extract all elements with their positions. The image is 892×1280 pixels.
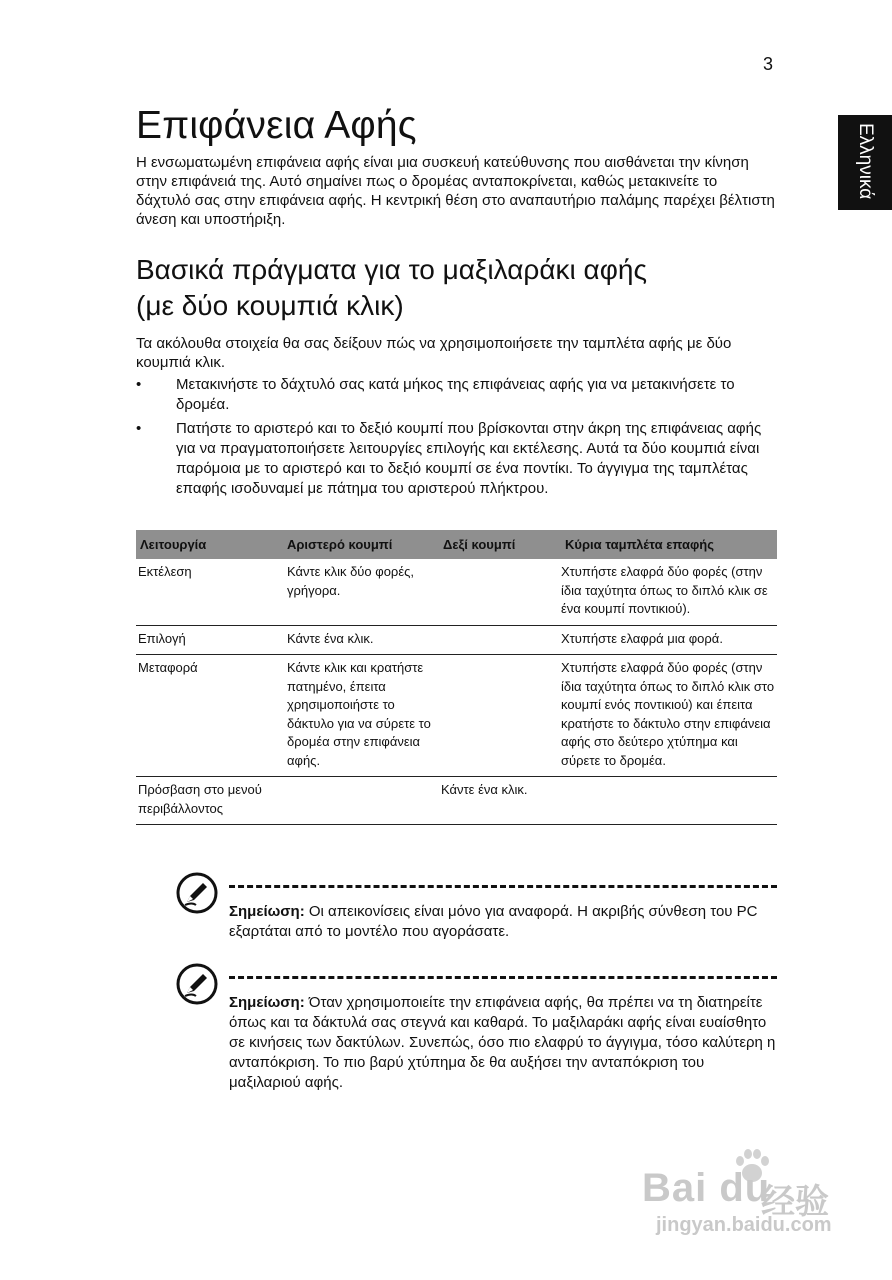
baidu-watermark — [636, 1146, 846, 1246]
list-item — [136, 419, 776, 499]
watermark-brand: Bai du — [642, 1166, 771, 1210]
table-cell: Χτυπήστε ελαφρά δύο φορές (στην ίδια ταχύτητα όπως το διπλό κλικ σε ένα κουμπί ποντικιού). — [557, 559, 777, 625]
table-row — [136, 625, 777, 655]
list-item — [136, 375, 776, 415]
header-left-button: Αριστερό κουμπί — [283, 530, 439, 559]
table-cell — [439, 559, 557, 625]
table-cell: Πρόσβαση στο μενού περιβάλλοντος — [136, 777, 283, 825]
section-title — [136, 252, 647, 324]
table-cell: Χτυπήστε ελαφρά μια φορά. — [557, 625, 777, 655]
table-cell: Κάντε ένα κλικ. — [439, 777, 557, 825]
table-cell: Εκτέλεση — [136, 559, 283, 625]
note-label: Σημείωση: — [229, 903, 305, 920]
table-row — [136, 655, 777, 777]
table-cell: Επιλογή — [136, 625, 283, 655]
table-cell: Κάντε κλικ δύο φορές, γρήγορα. — [283, 559, 439, 625]
table-cell: Κάντε κλικ και κρατήστε πατημένο, έπειτα χρησιμοποιήστε το δάκτυλο για να σύρετε το δρομέα στην επιφάνεια αφής. — [283, 655, 439, 777]
table-row — [136, 777, 777, 825]
table-header-row — [136, 530, 777, 559]
bullet-list — [136, 375, 776, 503]
language-tab — [838, 115, 892, 210]
table-cell: Χτυπήστε ελαφρά δύο φορές (στην ίδια ταχύτητα όπως το διπλό κλικ στο κουμπί ενός ποντικιού) και έπειτα κρατήστε το δάκτυλο στην επιφάνεια αφής στο δεύτερο χτύπημα και σύρετε το δρομέα. — [557, 655, 777, 777]
header-touchpad: Κύρια ταμπλέτα επαφής — [557, 530, 777, 559]
note-text — [229, 902, 777, 942]
table-cell — [557, 777, 777, 825]
bullet-icon: • — [136, 376, 142, 393]
note-pen-icon — [176, 872, 218, 914]
note-label: Σημείωση: — [229, 994, 305, 1011]
table-cell: Κάντε ένα κλικ. — [283, 625, 439, 655]
bullet-icon: • — [136, 420, 142, 437]
note-body: Όταν χρησιμοποιείτε την επιφάνεια αφής, θα πρέπει να τη διατηρείτε όπως και τα δάκτυλά σας στεγνά και καθαρά. Το μαξιλαράκι αφής είναι ευαίσθητο σε κινήσεις των δακτύλων. Συνεπώς, όσο πιο ελαφρύ το άγγιγμα, τόσο καλύτερη η ανταπόκριση. Το πιο βαρύ χτύπημα δε θα αυξήσει την ανταπόκριση του μαξιλαριού αφής. — [229, 994, 776, 1091]
bullet-text: Μετακινήστε το δάχτυλό σας κατά μήκος της επιφάνειας αφής για να μετακινήσετε το δρομέα. — [176, 376, 735, 413]
language-tab-label: Ελληνικά — [855, 123, 876, 200]
section-title-line2: (με δύο κουμπιά κλικ) — [136, 290, 404, 321]
note-body: Οι απεικονίσεις είναι μόνο για αναφορά. Η ακριβής σύνθεση του PC εξαρτάται από το μοντέλο που αγοράσατε. — [229, 903, 758, 940]
page-title: Επιφάνεια Αφής — [136, 104, 417, 147]
dashed-divider — [229, 885, 777, 888]
table-cell: Μεταφορά — [136, 655, 283, 777]
section-lead: Τα ακόλουθα στοιχεία θα σας δείξουν πώς να χρησιμοποιήσετε την ταμπλέτα αφής με δύο κουμπιά κλικ. — [136, 335, 732, 371]
bullet-text: Πατήστε το αριστερό και το δεξιό κουμπί που βρίσκονται στην άκρη της επιφάνειας αφής για να πραγματοποιήσετε λειτουργίες επιλογής και εκτέλεσης. Αυτά τα δύο κουμπιά είναι παρόμοια με το αριστερό και το δεξιό κουμπί σε ένα ποντίκι. Το άγγιγμα της ταμπλέτας επαφής ισοδυναμεί με πάτημα του αριστερού πλήκτρου. — [176, 420, 762, 497]
table-cell — [283, 777, 439, 825]
note-pen-icon — [176, 963, 218, 1005]
page-number: 3 — [763, 54, 774, 74]
functions-table — [136, 530, 777, 825]
dashed-divider — [229, 976, 777, 979]
watermark-url: jingyan.baidu.com — [656, 1214, 832, 1236]
header-function: Λειτουργία — [136, 530, 283, 559]
section-title-line1: Βασικά πράγματα για το μαξιλαράκι αφής — [136, 254, 647, 285]
header-right-button: Δεξί κουμπί — [439, 530, 557, 559]
table-cell — [439, 655, 557, 777]
intro-paragraph: Η ενσωματωμένη επιφάνεια αφής είναι μια συσκευή κατεύθυνσης που αισθάνεται την κίνηση στην επιφάνειά της. Αυτό σημαίνει πως ο δρομέας ανταποκρίνεται, καθώς μετακινείτε το δάχτυλό σας στην επιφάνεια αφής. Η κεντρική θέση στο αναπαυτήριο παλάμης παρέχει βέλτιστη άνεση και υποστήριξη. — [136, 154, 775, 228]
table-cell — [439, 625, 557, 655]
watermark-cn: 经验 — [761, 1183, 829, 1221]
table-row — [136, 559, 777, 625]
note-text — [229, 993, 777, 1093]
